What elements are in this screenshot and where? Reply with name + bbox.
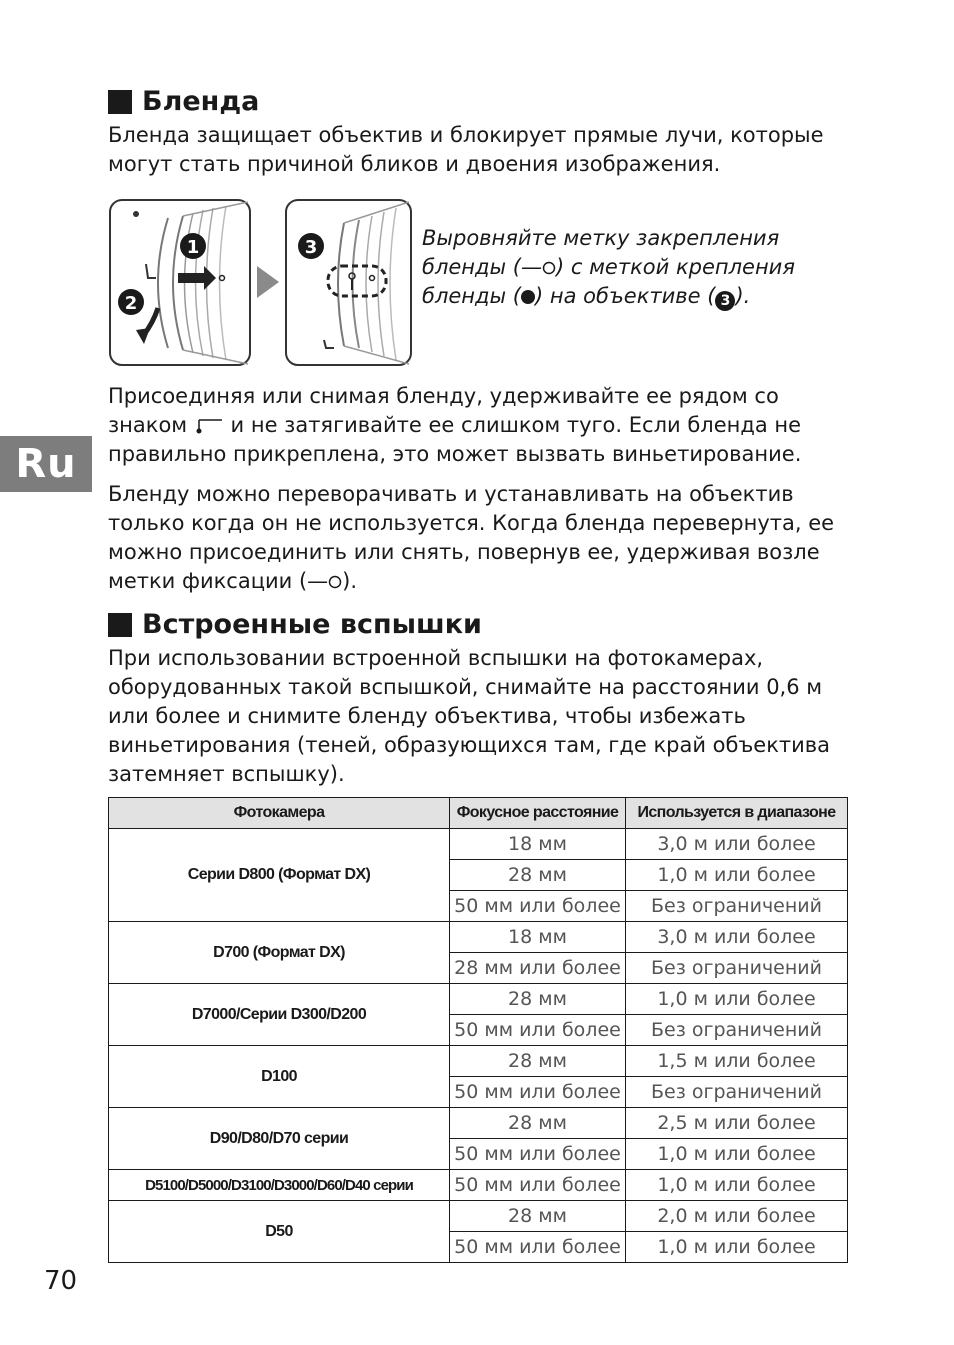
text-line: затемняет вспышку).	[108, 762, 345, 786]
range-cell: 1,5 м или более	[626, 1046, 848, 1077]
focal-cell: 18 мм	[450, 922, 626, 953]
focal-cell: 50 мм или более	[450, 891, 626, 922]
range-cell: 3,0 м или более	[626, 922, 848, 953]
focal-cell: 28 мм или более	[450, 953, 626, 984]
camera-cell: D50	[109, 1201, 450, 1263]
header-range: Используется в диапазоне	[626, 798, 848, 829]
text-line: знаком и не затягивайте ее слишком туго. Если бленда не	[108, 413, 802, 437]
language-tab: Ru	[0, 436, 92, 492]
hood-attach-illustration	[108, 198, 253, 368]
header-camera: Фотокамера	[109, 798, 450, 829]
table-row	[109, 1201, 848, 1232]
range-cell: 2,0 м или более	[626, 1201, 848, 1232]
range-cell: 1,0 м или более	[626, 1170, 848, 1201]
focal-cell: 50 мм или более	[450, 1232, 626, 1263]
range-cell: 1,0 м или более	[626, 984, 848, 1015]
text-line: могут стать причиной бликов и двоения изображения.	[108, 152, 721, 176]
range-cell: 1,0 м или более	[626, 1139, 848, 1170]
focal-cell: 28 мм	[450, 860, 626, 891]
section-heading-flash	[108, 609, 482, 640]
camera-cell: D90/D80/D70 серии	[109, 1108, 450, 1170]
step-badge: 3	[715, 291, 735, 311]
focal-cell: 50 мм или более	[450, 1077, 626, 1108]
flash-intro	[108, 644, 848, 789]
focal-cell: 28 мм	[450, 1046, 626, 1077]
range-cell: Без ограничений	[626, 953, 848, 984]
table-row	[109, 1170, 848, 1201]
table-row	[109, 984, 848, 1015]
text-line: правильно прикреплена, это может вызвать виньетирование.	[108, 442, 802, 466]
arrow-right-icon	[253, 262, 283, 302]
range-cell: 1,0 м или более	[626, 1232, 848, 1263]
focal-cell: 28 мм	[450, 984, 626, 1015]
bayonet-mark-icon	[194, 417, 224, 435]
text-line: Бленду можно переворачивать и устанавливать на объектив	[108, 482, 794, 506]
square-bullet-icon	[108, 613, 132, 637]
section-title-hood: Бленда	[142, 86, 260, 117]
hood-intro	[108, 121, 848, 179]
page-number: 70	[44, 1266, 78, 1296]
text-line: можно присоединить или снять, повернув ее, удерживая возле	[108, 540, 820, 564]
text-line: Присоединяя или снимая бленду, удерживайте ее рядом со	[108, 384, 779, 408]
filled-dot-icon	[521, 290, 535, 304]
caption-line: бленды (— ) с меткой крепления	[422, 255, 795, 279]
hood-attach-paragraph	[108, 382, 848, 469]
range-cell: Без ограничений	[626, 1015, 848, 1046]
text-line: Бленда защищает объектив и блокирует прямые лучи, которые	[108, 123, 824, 147]
focal-cell: 18 мм	[450, 829, 626, 860]
focal-cell: 28 мм	[450, 1201, 626, 1232]
camera-cell: D700 (Формат DX)	[109, 922, 450, 984]
camera-cell: D5100/D5000/D3100/D3000/D60/D40 серии	[109, 1170, 450, 1201]
svg-text:1: 1	[186, 237, 200, 258]
text-line: только когда он не используется. Когда бленда перевернута, ее	[108, 511, 835, 535]
range-cell: 2,5 м или более	[626, 1108, 848, 1139]
range-cell: 3,0 м или более	[626, 829, 848, 860]
focal-cell: 50 мм или более	[450, 1139, 626, 1170]
hood-align-illustration	[284, 198, 414, 368]
focal-cell: 50 мм или более	[450, 1170, 626, 1201]
hollow-dot-icon	[328, 575, 342, 589]
hollow-dot-icon	[542, 261, 556, 275]
caption-line: Выровняйте метку закрепления	[422, 226, 780, 250]
square-bullet-icon	[108, 90, 132, 114]
text-line: оборудованных такой вспышкой, снимайте на расстоянии 0,6 м	[108, 675, 823, 699]
focal-cell: 50 мм или более	[450, 1015, 626, 1046]
section-title-flash: Встроенные вспышки	[142, 609, 482, 640]
svg-text:3: 3	[304, 237, 318, 258]
text-line: метки фиксации (— ).	[108, 569, 358, 593]
camera-cell: D7000/Серии D300/D200	[109, 984, 450, 1046]
caption-line: бленды ( ) на объективе ( 3 ).	[422, 284, 751, 309]
table-row	[109, 829, 848, 860]
range-cell: 1,0 м или более	[626, 860, 848, 891]
text-line: виньетирования (теней, образующихся там, где край объектива	[108, 733, 831, 757]
table-row	[109, 1108, 848, 1139]
focal-cell: 28 мм	[450, 1108, 626, 1139]
table-row	[109, 922, 848, 953]
flash-compatibility-table	[108, 797, 848, 1263]
range-cell: Без ограничений	[626, 891, 848, 922]
range-cell: Без ограничений	[626, 1077, 848, 1108]
text-line: При использовании встроенной вспышки на фотокамерах,	[108, 646, 764, 670]
camera-cell: D100	[109, 1046, 450, 1108]
figure-caption	[422, 224, 842, 311]
table-row	[109, 1046, 848, 1077]
svg-text:2: 2	[124, 293, 138, 314]
header-focal-length: Фокусное расстояние	[450, 798, 626, 829]
camera-cell: Серии D800 (Формат DX)	[109, 829, 450, 922]
table-header-row	[109, 798, 848, 829]
section-heading-hood	[108, 86, 259, 117]
text-line: или более и снимите бленду объектива, чтобы избежать	[108, 704, 746, 728]
hood-reverse-paragraph	[108, 480, 848, 596]
